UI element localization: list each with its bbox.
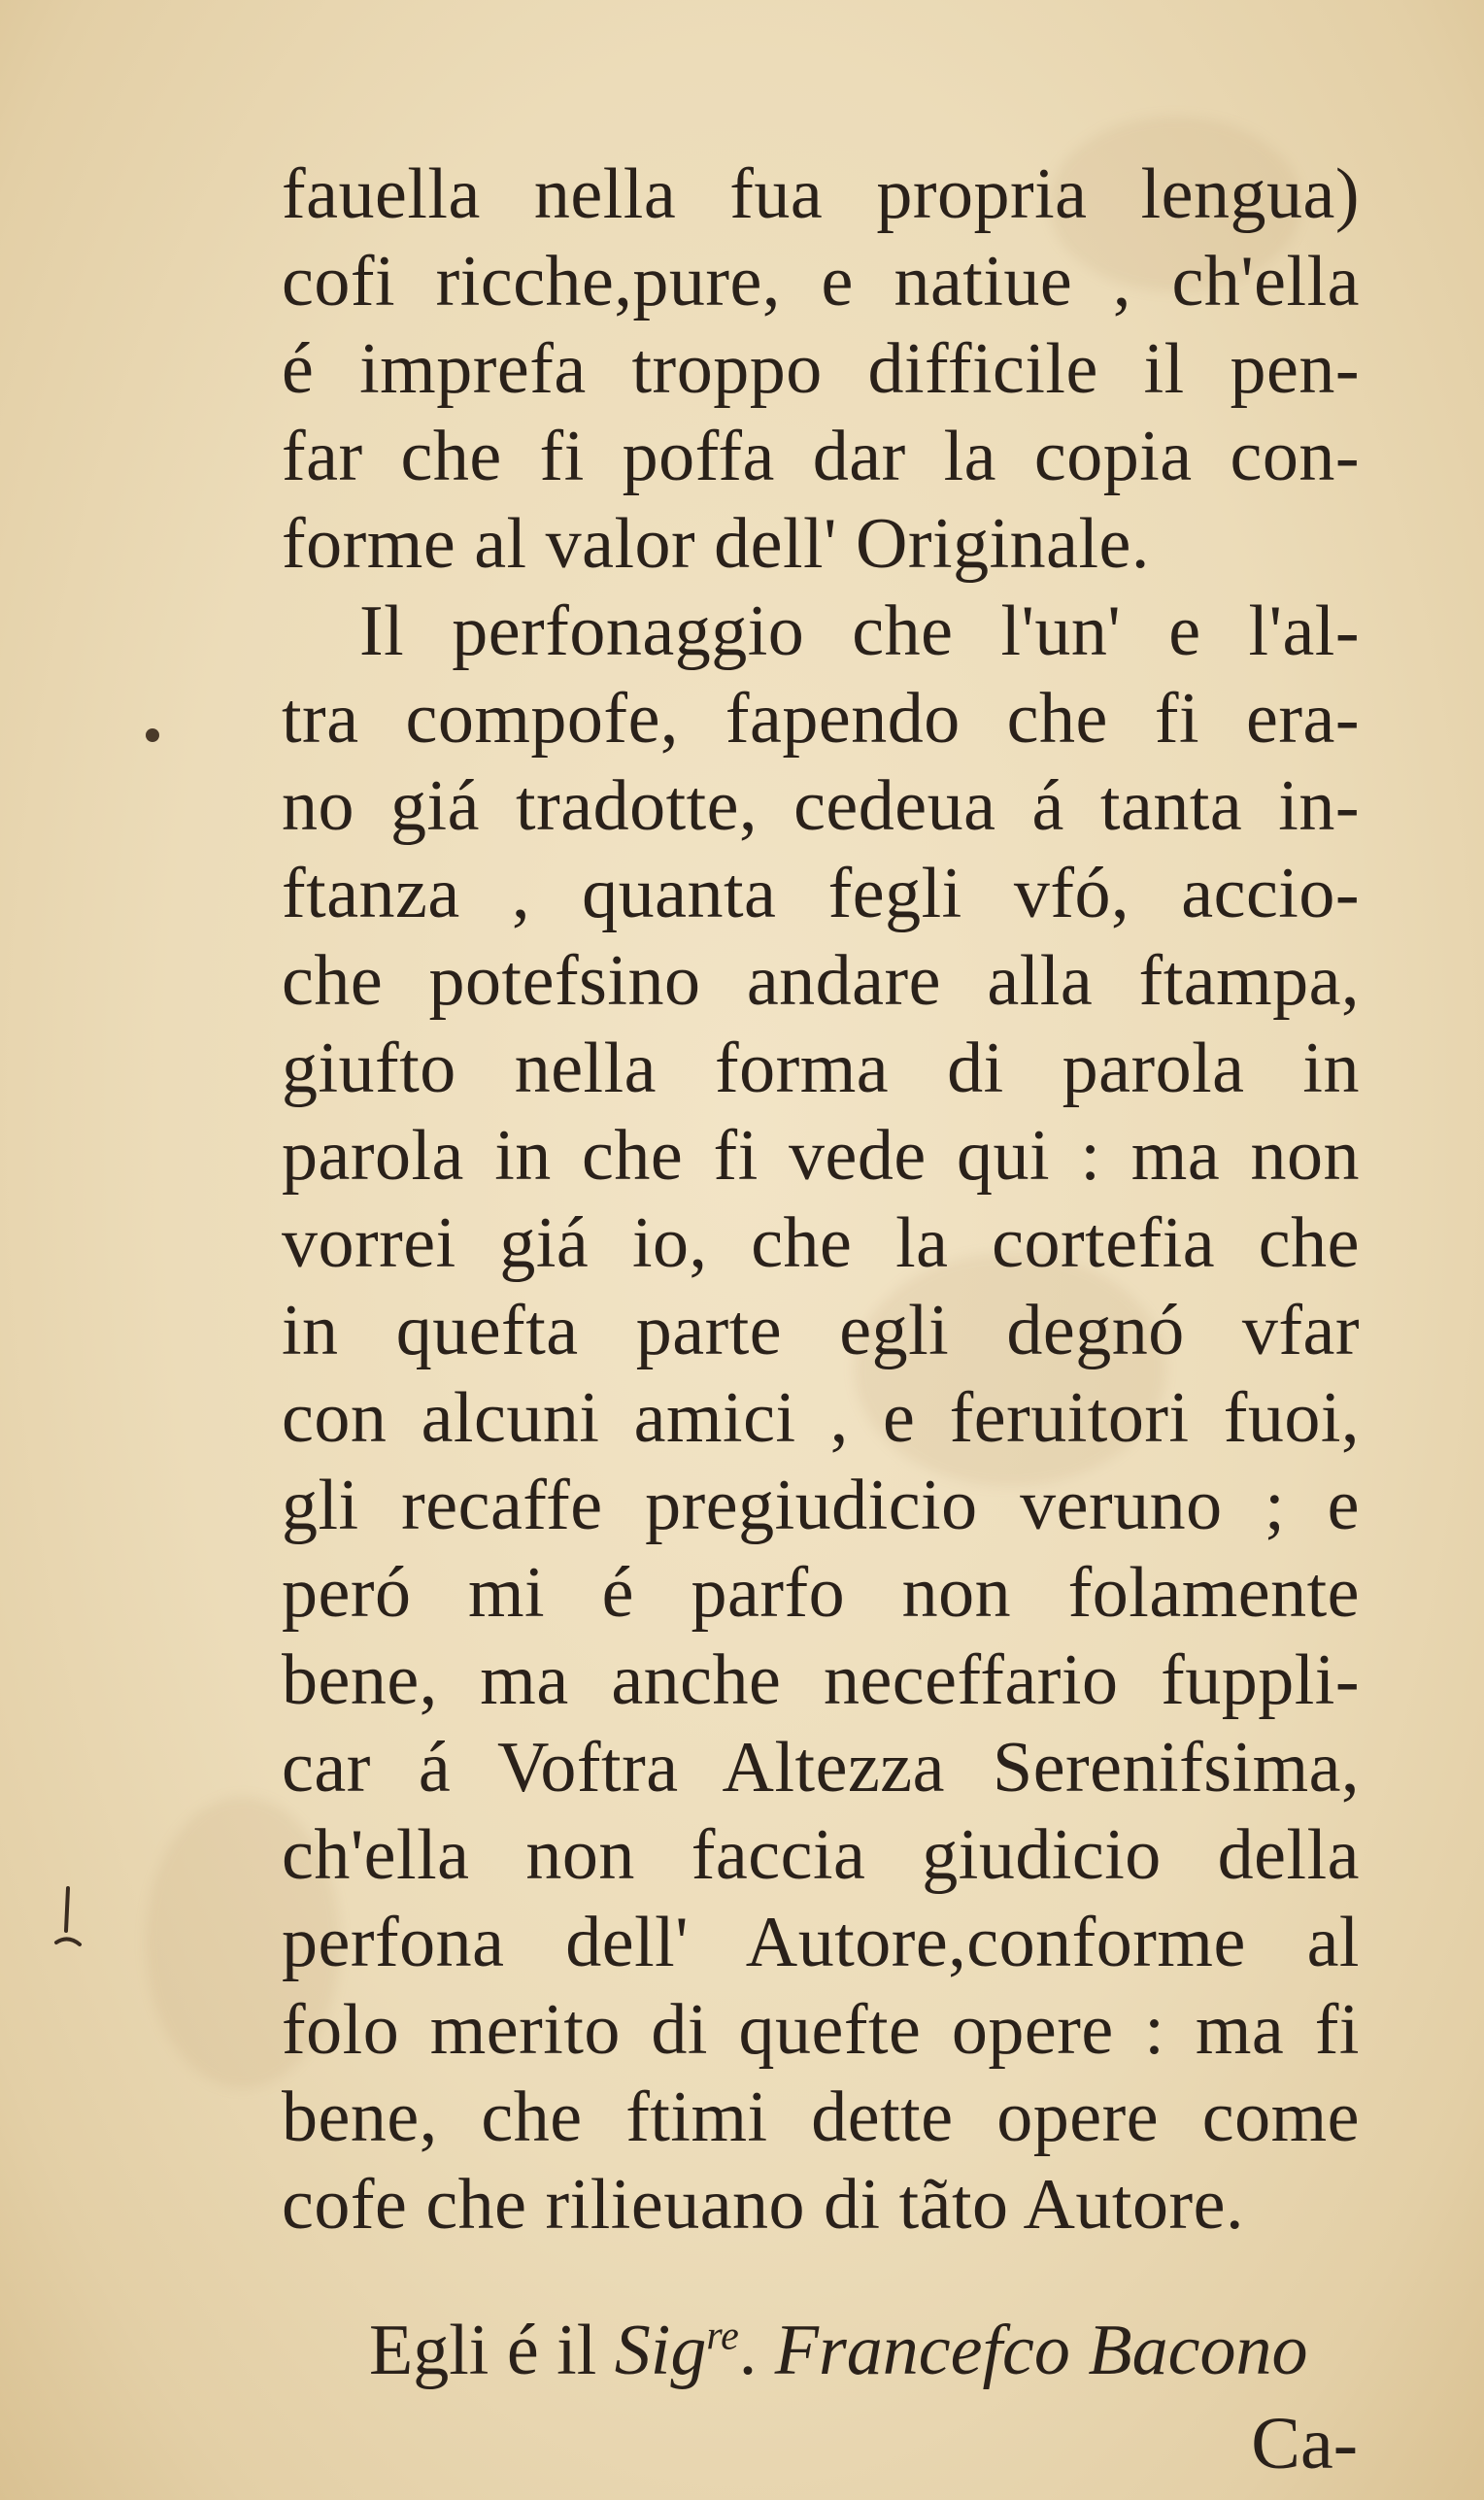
- text-line: far che fi poffa dar la copia con-: [282, 417, 1360, 496]
- margin-ink-dot: [146, 728, 159, 742]
- text-line: Il perfonaggio che l'un' e l'al-: [359, 591, 1360, 671]
- text-line: vorrei giá io, che la cortefia che: [282, 1203, 1360, 1283]
- text-line: forme al valor dell' Originale.: [282, 504, 1150, 584]
- text-line: no giá tradotte, cedeua á tanta in-: [282, 766, 1360, 846]
- text-line: cofi ricche,pure, e natiue , ch'ella: [282, 242, 1360, 321]
- title-abbrev: Sig: [614, 2311, 707, 2390]
- title-period: .: [738, 2311, 758, 2390]
- text-line: bene, ma anche neceffario fuppli-: [282, 1640, 1360, 1720]
- text-line: cofe che rilieuano di tãto Autore.: [282, 2165, 1244, 2245]
- title-superscript: re: [706, 2314, 739, 2359]
- text-line: in quefta parte egli degnó vfar: [282, 1291, 1360, 1370]
- text-line: é imprefa troppo difficile il pen-: [282, 329, 1360, 409]
- margin-ink-mark: [51, 1884, 84, 1952]
- text-line: parola in che fi vede qui : ma non: [282, 1116, 1360, 1196]
- text-line: peró mi é parfo non folamente: [282, 1553, 1360, 1633]
- text-line: con alcuni amici , e feruitori fuoi,: [282, 1378, 1360, 1458]
- closing-line: [282, 2302, 1360, 2399]
- catchword: Ca-: [1251, 2403, 1358, 2484]
- author-name: Francefco Bacono: [774, 2311, 1308, 2390]
- text-line: folo merito di quefte opere : ma fi: [282, 1990, 1360, 2070]
- text-line: tra compofe, fapendo che fi era-: [282, 679, 1360, 759]
- text-line: ftanza , quanta fegli vfó, accio-: [282, 854, 1360, 933]
- text-line: gli recaffe pregiudicio veruno ; e: [282, 1466, 1360, 1545]
- text-line: perfona dell' Autore,conforme al: [282, 1903, 1360, 1982]
- text-line: bene, che ftimi dette opere come: [282, 2078, 1360, 2157]
- text-line: che potefsino andare alla ftampa,: [282, 941, 1360, 1021]
- text-line: giufto nella forma di parola in: [282, 1029, 1360, 1108]
- text-line: ch'ella non faccia giudicio della: [282, 1815, 1360, 1895]
- closing-line-lead: Egli é il: [369, 2311, 597, 2390]
- text-line: car á Voftra Altezza Serenifsima,: [282, 1728, 1360, 1807]
- text-line: fauella nella fua propria lengua): [282, 154, 1360, 234]
